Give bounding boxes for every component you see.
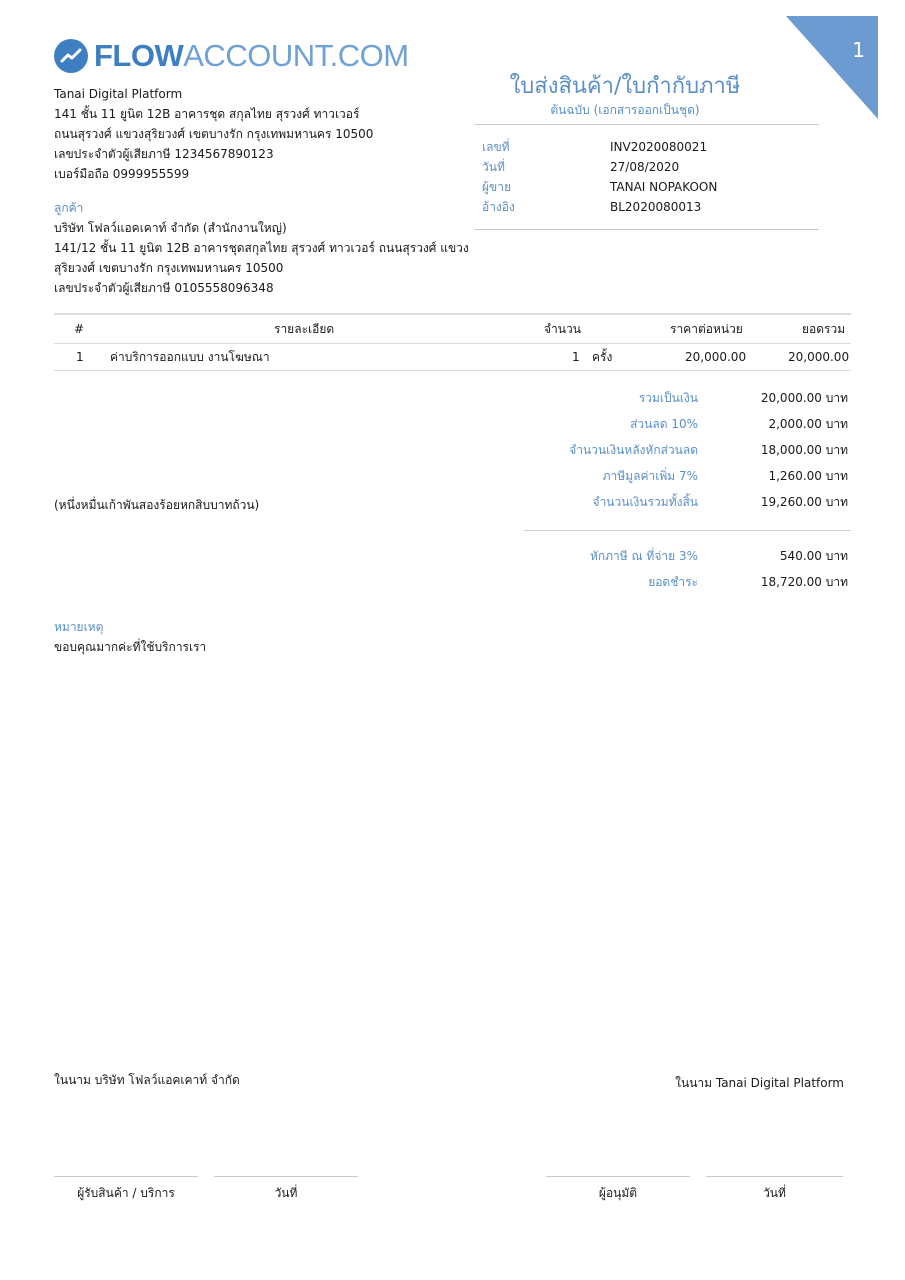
table-header — [54, 313, 851, 344]
withholding-tax-label: หักภาษี ณ ที่จ่าย 3% — [589, 549, 698, 563]
signature-right-title: ในนาม Tanai Digital Platform — [675, 1076, 844, 1090]
summary-vat-value: 1,260.00 บาท — [768, 469, 848, 483]
summary-vat-label: ภาษีมูลค่าเพิ่ม 7% — [602, 469, 698, 483]
row-unit-price: 20,000.00 — [685, 350, 747, 364]
remark-label: หมายเหตุ — [54, 620, 104, 634]
header-unit-price: ราคาต่อหน่วย — [670, 322, 743, 336]
items-table — [54, 313, 851, 371]
header-detail: รายละเอียด — [274, 322, 335, 336]
summary-after-discount-value: 18,000.00 บาท — [760, 443, 848, 457]
document-title: ใบส่งสินค้า/ใบกำกับภาษี — [509, 74, 741, 99]
header-qty: จำนวน — [544, 322, 581, 336]
summary-discount-value: 2,000.00 บาท — [768, 417, 848, 431]
customer-name: บริษัท โฟลว์แอคเคาท์ จำกัด (สำนักงานใหญ่) — [54, 221, 287, 235]
row-qty: 1 — [572, 350, 580, 364]
customer-address-1: 141/12 ชั้น 11 ยูนิต 12B อาคารชุดสกุลไทย สุรวงศ์ ทาวเวอร์ ถนนสุรวงศ์ แขวง — [54, 241, 469, 255]
page-corner-badge — [786, 16, 878, 119]
amount-in-words: (หนึ่งหมื่นเก้าพันสองร้อยหกสิบบาทถ้วน) — [54, 498, 260, 512]
row-amount: 20,000.00 — [788, 350, 850, 364]
summary-subtotal-label: รวมเป็นเงิน — [638, 391, 698, 405]
date-right-label: วันที่ — [763, 1186, 786, 1200]
approver-label: ผู้อนุมัติ — [598, 1186, 638, 1200]
withholding-tax-value: 540.00 บาท — [779, 549, 848, 563]
meta-row-date: วันที่ 27/08/2020 — [482, 160, 680, 174]
summary-discount-label: ส่วนลด 10% — [630, 417, 698, 431]
summary-divider — [524, 530, 851, 531]
summary-total-label: จำนวนเงินรวมทั้งสิ้น — [592, 495, 698, 509]
date-left-label: วันที่ — [274, 1186, 298, 1200]
company-logo — [54, 38, 409, 74]
meta-row-reference: อ้างอิง BL2020080013 — [482, 200, 702, 214]
amount-due-label: ยอดชำระ — [648, 575, 698, 589]
signature-line-approver — [546, 1176, 690, 1177]
document-meta — [475, 124, 819, 230]
summary-after-discount-label: จำนวนเงินหลังหักส่วนลด — [569, 443, 698, 457]
logo-wordmark: FLOWACCOUNT.COM — [94, 38, 409, 73]
receiver-label: ผู้รับสินค้า / บริการ — [77, 1186, 175, 1200]
customer-tax-id: เลขประจำตัวผู้เสียภาษี 0105558096348 — [54, 281, 274, 295]
customer-label: ลูกค้า — [54, 201, 84, 215]
seller-tax-id: เลขประจำตัวผู้เสียภาษี 1234567890123 — [54, 147, 274, 161]
seller-phone: เบอร์มือถือ 0999955599 — [54, 167, 190, 181]
header-no: # — [74, 322, 85, 336]
signature-left-title: ในนาม บริษัท โฟลว์แอคเคาท์ จำกัด — [54, 1073, 240, 1087]
seller-info — [54, 84, 373, 184]
seller-name: Tanai Digital Platform — [54, 87, 183, 101]
row-detail: ค่าบริการออกแบบ งานโฆษณา — [110, 350, 270, 364]
corner-triangle — [786, 16, 878, 119]
amount-due-value: 18,720.00 บาท — [760, 575, 848, 589]
header-amount: ยอดรวม — [802, 322, 846, 336]
page-number: 1 — [852, 38, 865, 62]
summary-subtotal-value: 20,000.00 บาท — [760, 391, 848, 405]
row-unit: ครั้ง — [592, 350, 613, 364]
seller-address-1: 141 ชั้น 11 ยูนิต 12B อาคารชุด สกุลไทย สุรวงศ์ ทาวเวอร์ — [54, 107, 360, 121]
document-title-block — [475, 68, 775, 120]
meta-row-seller: ผู้ขาย TANAI NOPAKOON — [482, 180, 718, 194]
signature-line-receiver — [54, 1176, 198, 1177]
table-row — [54, 344, 851, 371]
customer-info — [54, 218, 469, 298]
summary-total-value: 19,260.00 บาท — [760, 495, 848, 509]
signature-line-date-left — [214, 1176, 358, 1177]
document-subtitle: ต้นฉบับ (เอกสารออกเป็นชุด) — [550, 103, 700, 117]
trend-up-icon — [54, 39, 88, 73]
meta-row-number: เลขที่ INV2020080021 — [482, 140, 708, 154]
remark-text: ขอบคุณมากค่ะที่ใช้บริการเรา — [54, 640, 207, 654]
seller-address-2: ถนนสุรวงศ์ แขวงสุริยวงศ์ เขตบางรัก กรุงเทพมหานคร 10500 — [54, 127, 374, 141]
signature-line-date-right — [706, 1176, 843, 1177]
row-no: 1 — [76, 350, 84, 364]
customer-address-2: สุริยวงศ์ เขตบางรัก กรุงเทพมหานคร 10500 — [54, 261, 284, 275]
